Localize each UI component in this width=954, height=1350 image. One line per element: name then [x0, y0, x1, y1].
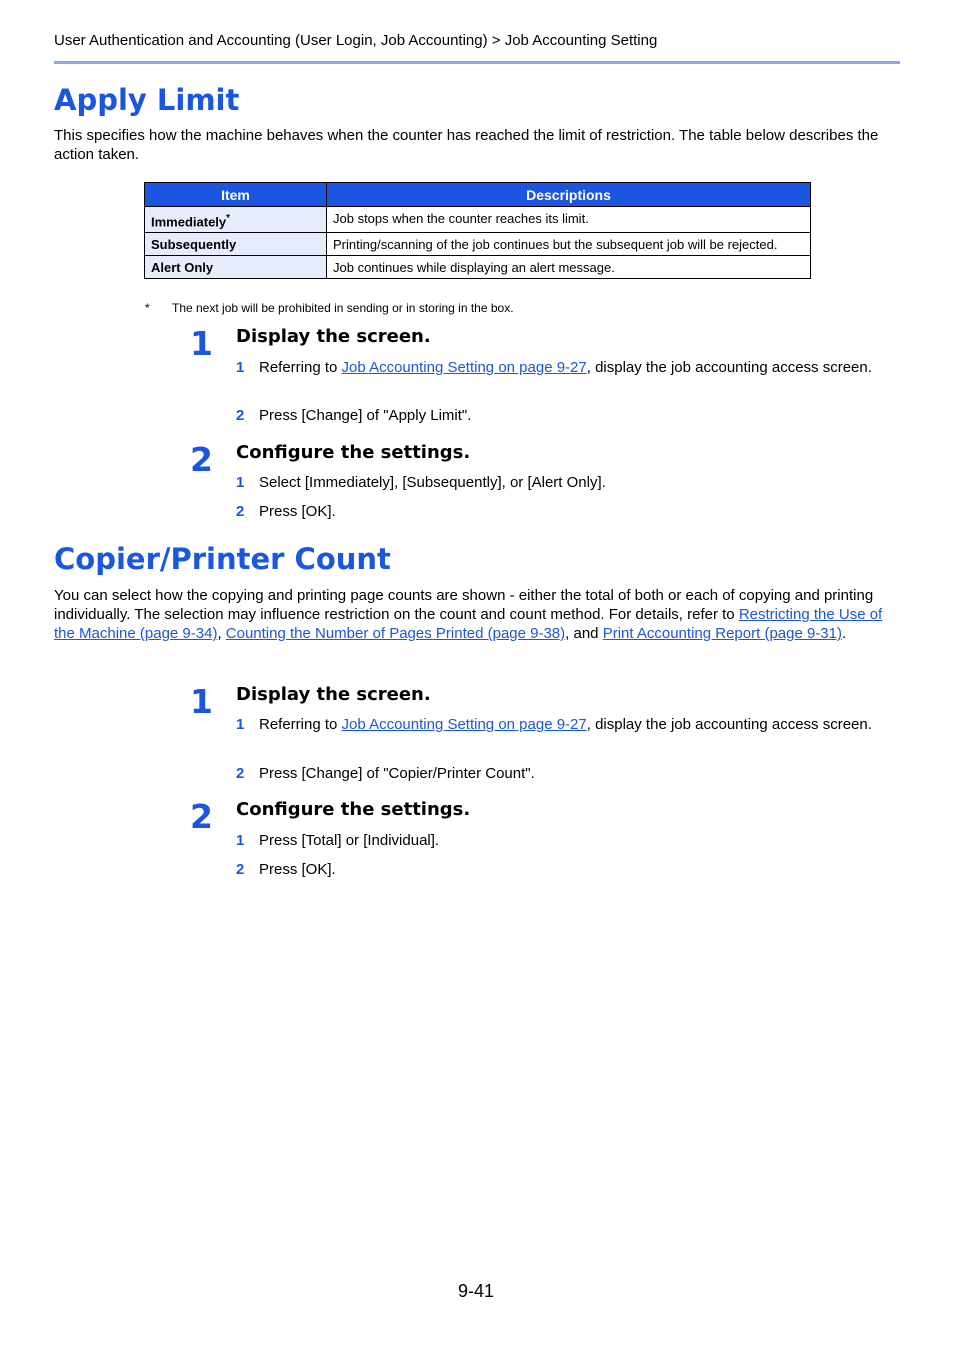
table-header-item: Item	[145, 183, 327, 207]
step-number: 1	[190, 324, 213, 363]
link-job-accounting-setting[interactable]: Job Accounting Setting on page 9-27	[341, 359, 587, 376]
header-rule	[54, 61, 900, 64]
section-title-apply-limit: Apply Limit	[54, 83, 240, 117]
substep: 2 Press [Change] of "Apply Limit".	[236, 407, 472, 424]
section-title-copier-printer-count: Copier/Printer Count	[54, 542, 391, 576]
substep: 2 Press [OK].	[236, 861, 336, 878]
table-cell-description: Printing/scanning of the job continues but the subsequent job will be rejected.	[327, 233, 811, 256]
link-print-accounting-report[interactable]: Print Accounting Report (page 9-31)	[602, 625, 842, 642]
breadcrumb: User Authentication and Accounting (User Login, Job Accounting) > Job Accounting Setting	[54, 32, 658, 49]
step-title: Configure the settings.	[236, 799, 471, 820]
substep: 1 Press [Total] or [Individual].	[236, 832, 440, 849]
step-number: 1	[190, 682, 213, 721]
table-cell-description: Job stops when the counter reaches its limit.	[327, 207, 811, 233]
table-row	[145, 207, 811, 233]
table-header-descriptions: Descriptions	[327, 183, 811, 207]
substep: 1 Referring to Job Accounting Setting on page 9-27, display the job accounting access screen.	[236, 359, 872, 376]
step-number: 2	[190, 797, 213, 836]
step-title: Display the screen.	[236, 326, 431, 347]
page-number: 9-41	[458, 1281, 495, 1301]
substep: 2 Press [OK].	[236, 503, 336, 520]
copier-count-intro: You can select how the copying and printing page counts are shown - either the total of both or each of copying and printing individually. The selection may influence restriction on the count and count method. For details, refer to Restricting the Use of the Machine (page 9-34), Counting the Number of Pages Printed (page 9-38), and Print Accounting Report (page 9-31).	[54, 587, 883, 642]
apply-limit-table	[144, 182, 811, 279]
step-title: Configure the settings.	[236, 442, 471, 463]
table-row	[145, 233, 811, 256]
step-number: 2	[190, 440, 213, 479]
step-title: Display the screen.	[236, 684, 431, 705]
substep: 1 Referring to Job Accounting Setting on page 9-27, display the job accounting access screen.	[236, 716, 872, 733]
substep: 2 Press [Change] of "Copier/Printer Count".	[236, 765, 535, 782]
link-restricting-use[interactable]: Restricting the Use of the Machine (page 9-34)	[54, 606, 883, 642]
substep: 1 Select [Immediately], [Subsequently], or [Alert Only].	[236, 474, 606, 491]
link-job-accounting-setting[interactable]: Job Accounting Setting on page 9-27	[341, 716, 587, 733]
table-row	[145, 256, 811, 279]
table-footnote: * The next job will be prohibited in sending or in storing in the box.	[145, 301, 514, 315]
table-cell-item: Immediately*	[145, 207, 327, 233]
table-cell-item: Subsequently	[145, 233, 327, 256]
table-cell-item: Alert Only	[145, 256, 327, 279]
table-cell-description: Job continues while displaying an alert message.	[327, 256, 811, 279]
footnote-marker: *	[226, 213, 231, 224]
link-counting-pages[interactable]: Counting the Number of Pages Printed (page 9-38)	[225, 625, 566, 642]
apply-limit-intro: This specifies how the machine behaves when the counter has reached the limit of restriction. The table below describes the action taken.	[54, 127, 879, 163]
